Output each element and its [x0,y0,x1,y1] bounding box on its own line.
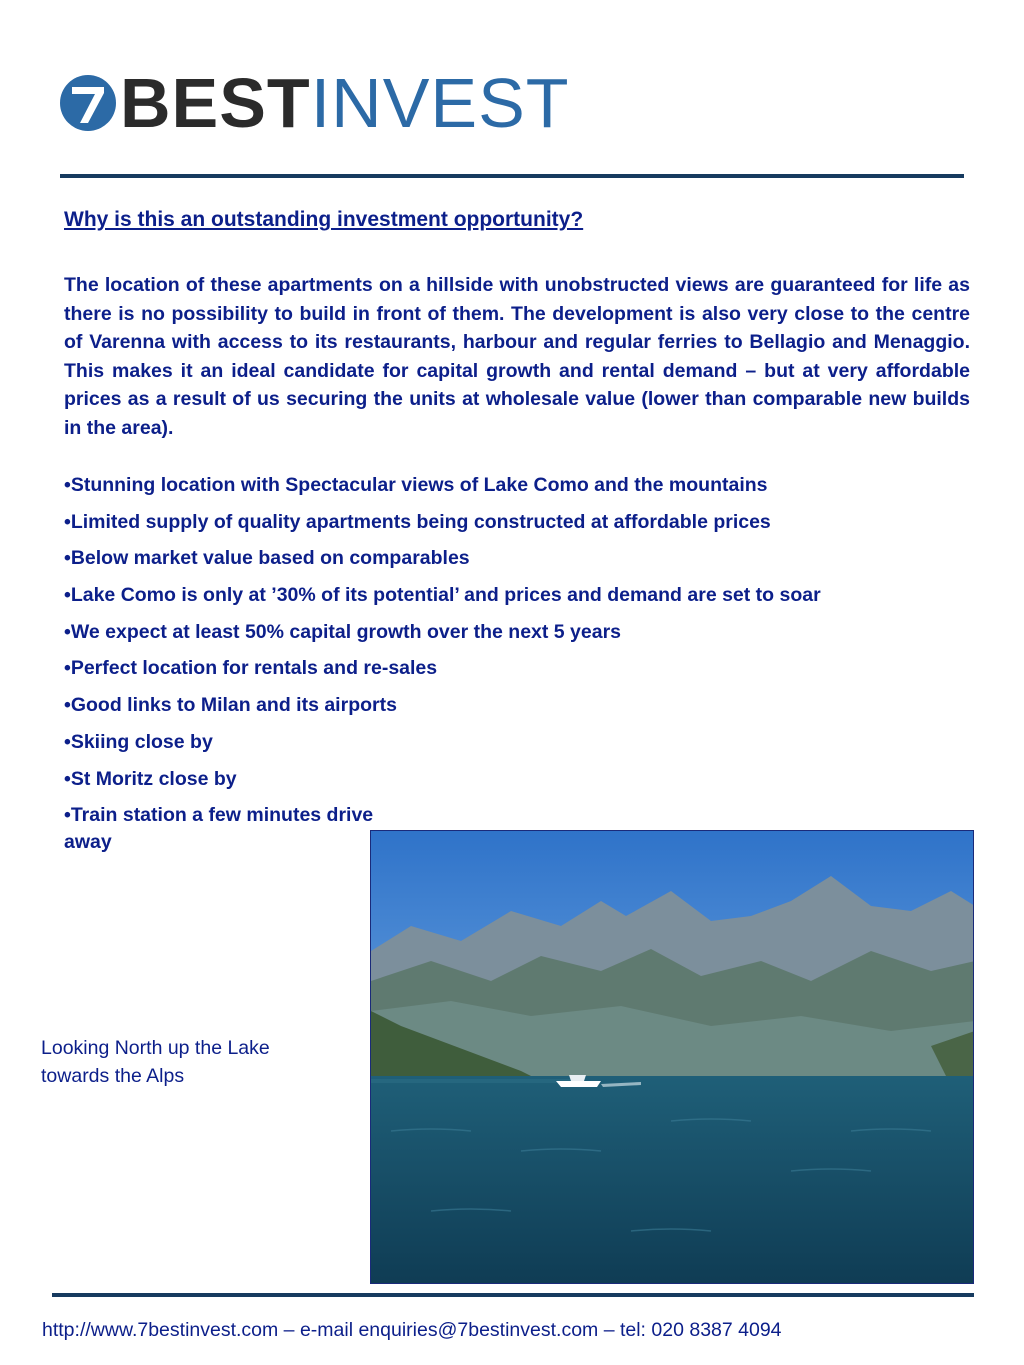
feature-item: •St Moritz close by [64,767,237,790]
logo-seven-icon [58,73,118,133]
logo-word-best: BEST [120,64,311,142]
feature-item: •Train station a few minutes drive away [64,804,374,854]
section-heading: Why is this an outstanding investment opportunity? [64,208,584,231]
feature-item: •Stunning location with Spectacular views of Lake Como and the mountains [64,474,768,496]
lake-como-photo [370,830,974,1284]
feature-item: •Lake Como is only at ’30% of its potential’ and prices and demand are set to soar [64,584,821,607]
feature-item: •Perfect location for rentals and re-sales [64,657,438,680]
footer-divider [52,1293,974,1297]
photo-caption: Looking North up the Lake towards the Alps [41,1037,270,1087]
feature-item: •Limited supply of quality apartments being constructed at affordable prices [64,510,771,533]
brand-logo [58,64,570,142]
intro-paragraph: The location of these apartments on a hillside with unobstructed views are guaranteed for life as there is no possibility to build in front of them. The development is also very close to the centre of Varenna with access to its restaurants, harbour and regular ferries to Bellagio and Menaggio. This makes it an ideal candidate for capital growth and rental demand – but at very affordable prices as a result of us securing the units at wholesale value (lower than comparable new builds in the area). [64,274,970,439]
feature-list [64,472,970,856]
logo-word-invest: INVEST [310,64,570,142]
feature-item: •Good links to Milan and its airports [64,694,397,717]
lake-landscape-illustration [371,831,974,1284]
feature-item: •We expect at least 50% capital growth over the next 5 years [64,620,622,643]
feature-item: •Skiing close by [64,730,213,753]
header-divider [60,174,964,178]
feature-item: •Below market value based on comparables [64,547,470,570]
contact-footer: http://www.7bestinvest.com – e-mail enquiries@7bestinvest.com – tel: 020 8387 4094 [42,1319,782,1341]
